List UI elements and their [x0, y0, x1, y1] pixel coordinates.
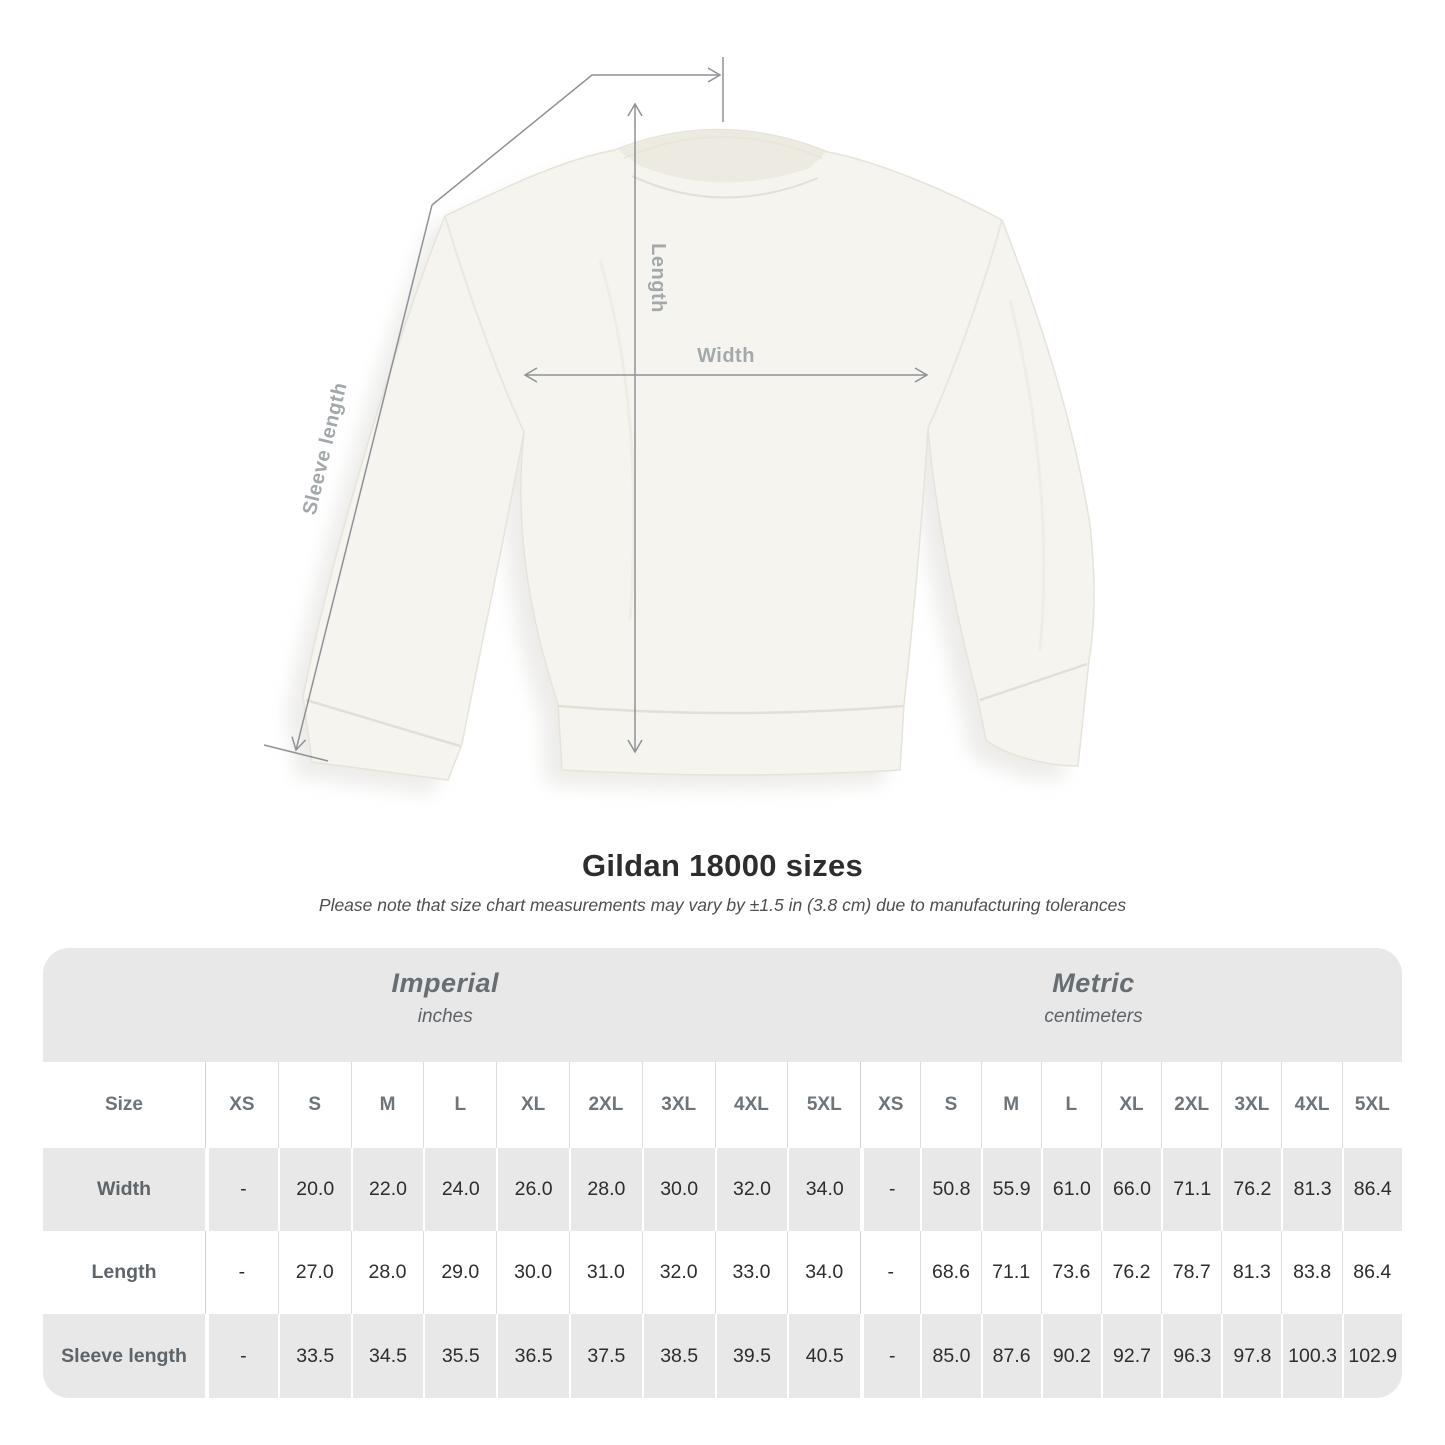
sleeve-value-cell: 34.5	[351, 1314, 424, 1398]
size-column-header: Size	[104, 1094, 144, 1115]
row-label-width: Width	[97, 1178, 151, 1200]
length-value-cell: 81.3	[1221, 1231, 1281, 1314]
length-value-cell: 78.7	[1161, 1231, 1221, 1314]
width-value-cell: 55.9	[981, 1148, 1041, 1231]
imperial-label: Imperial	[391, 968, 500, 998]
sleeve-value-cell: 92.7	[1101, 1314, 1161, 1398]
metric-label: Metric	[1052, 968, 1135, 998]
width-value-cell: 32.0	[715, 1148, 788, 1231]
length-value-cell: -	[860, 1231, 920, 1314]
row-label-sleeve-length: Sleeve length	[61, 1344, 187, 1367]
size-header-cell: 3XL	[642, 1062, 715, 1148]
tolerance-note: Please note that size chart measurements may vary by ±1.5 in (3.8 cm) due to manufacturing tolerances	[318, 895, 1127, 915]
sleeve-value-cell: 33.5	[278, 1314, 351, 1398]
width-value-cell: 20.0	[278, 1148, 351, 1231]
size-header-cell: 4XL	[715, 1062, 788, 1148]
length-value-cell: 86.4	[1342, 1231, 1402, 1314]
width-label: Width	[697, 345, 755, 367]
width-value-cell: -	[860, 1148, 920, 1231]
size-table	[43, 948, 1402, 1398]
length-value-cell: 28.0	[351, 1231, 424, 1314]
sleeve-value-cell: 35.5	[423, 1314, 496, 1398]
size-header-cell: S	[920, 1062, 980, 1148]
length-value-cell: 29.0	[423, 1231, 496, 1314]
imperial-unit: inches	[417, 1006, 473, 1027]
width-value-cell: 34.0	[787, 1148, 860, 1231]
sleeve-value-cell: 102.9	[1342, 1314, 1402, 1398]
size-header-cell: S	[278, 1062, 351, 1148]
page-title: Gildan 18000 sizes	[581, 848, 864, 883]
table-row-sleeve-length	[43, 1314, 1402, 1398]
length-value-cell: 33.0	[715, 1231, 788, 1314]
width-value-cell: 71.1	[1161, 1148, 1221, 1231]
length-value-cell: 73.6	[1041, 1231, 1101, 1314]
length-value-cell: 68.6	[920, 1231, 980, 1314]
metric-group-header	[858, 948, 1328, 1062]
width-value-cell: 22.0	[351, 1148, 424, 1231]
size-header-cell: L	[1041, 1062, 1101, 1148]
size-header-cell: 4XL	[1281, 1062, 1341, 1148]
size-header-cell: 2XL	[1161, 1062, 1221, 1148]
length-value-cell: 34.0	[787, 1231, 860, 1314]
sleeve-value-cell: -	[860, 1314, 920, 1398]
sleeve-value-cell: 37.5	[569, 1314, 642, 1398]
table-header-row	[43, 1062, 1402, 1148]
width-value-cell: 76.2	[1221, 1148, 1281, 1231]
sleeve-value-cell: 96.3	[1161, 1314, 1221, 1398]
size-header-cell: XS	[860, 1062, 920, 1148]
table-row-width	[43, 1148, 1402, 1231]
size-header-cell: 3XL	[1221, 1062, 1281, 1148]
width-value-cell: 50.8	[920, 1148, 980, 1231]
row-label-length: Length	[91, 1261, 157, 1283]
sleeve-value-cell: 40.5	[787, 1314, 860, 1398]
length-value-cell: 76.2	[1101, 1231, 1161, 1314]
length-label: Length	[647, 243, 669, 313]
sleeve-value-cell: 100.3	[1281, 1314, 1341, 1398]
length-value-cell: 30.0	[496, 1231, 569, 1314]
sleeve-value-cell: 36.5	[496, 1314, 569, 1398]
length-value-cell: 71.1	[981, 1231, 1041, 1314]
sleeve-value-cell: 85.0	[920, 1314, 980, 1398]
size-header-cell: XL	[496, 1062, 569, 1148]
sleeve-value-cell: 87.6	[981, 1314, 1041, 1398]
sleeve-value-cell: 38.5	[642, 1314, 715, 1398]
unit-group-band	[43, 948, 1402, 1062]
size-header-cell: XL	[1101, 1062, 1161, 1148]
width-value-cell: 81.3	[1281, 1148, 1341, 1231]
size-header-cell: M	[351, 1062, 424, 1148]
width-value-cell: -	[205, 1148, 278, 1231]
length-value-cell: 32.0	[642, 1231, 715, 1314]
sleeve-value-cell: 97.8	[1221, 1314, 1281, 1398]
sleeve-value-cell: 39.5	[715, 1314, 788, 1398]
sweatshirt-silhouette	[303, 129, 1094, 780]
sleeve-value-cell: -	[205, 1314, 278, 1398]
size-header-cell: 5XL	[1342, 1062, 1402, 1148]
imperial-group-header	[43, 948, 848, 1062]
width-value-cell: 26.0	[496, 1148, 569, 1231]
sleeve-value-cell: 90.2	[1041, 1314, 1101, 1398]
table-row-length	[43, 1231, 1402, 1314]
size-header-cell: XS	[205, 1062, 278, 1148]
length-value-cell: 31.0	[569, 1231, 642, 1314]
width-value-cell: 61.0	[1041, 1148, 1101, 1231]
size-header-cell: 2XL	[569, 1062, 642, 1148]
width-value-cell: 30.0	[642, 1148, 715, 1231]
width-value-cell: 66.0	[1101, 1148, 1161, 1231]
width-value-cell: 24.0	[423, 1148, 496, 1231]
length-value-cell: 27.0	[278, 1231, 351, 1314]
length-value-cell: 83.8	[1281, 1231, 1341, 1314]
width-value-cell: 28.0	[569, 1148, 642, 1231]
length-value-cell: -	[205, 1231, 278, 1314]
size-header-cell: L	[423, 1062, 496, 1148]
metric-unit: centimeters	[1044, 1006, 1143, 1027]
sleeve-label: Sleeve length	[298, 380, 352, 518]
size-header-cell: M	[981, 1062, 1041, 1148]
size-header-cell: 5XL	[787, 1062, 860, 1148]
width-value-cell: 86.4	[1342, 1148, 1402, 1231]
